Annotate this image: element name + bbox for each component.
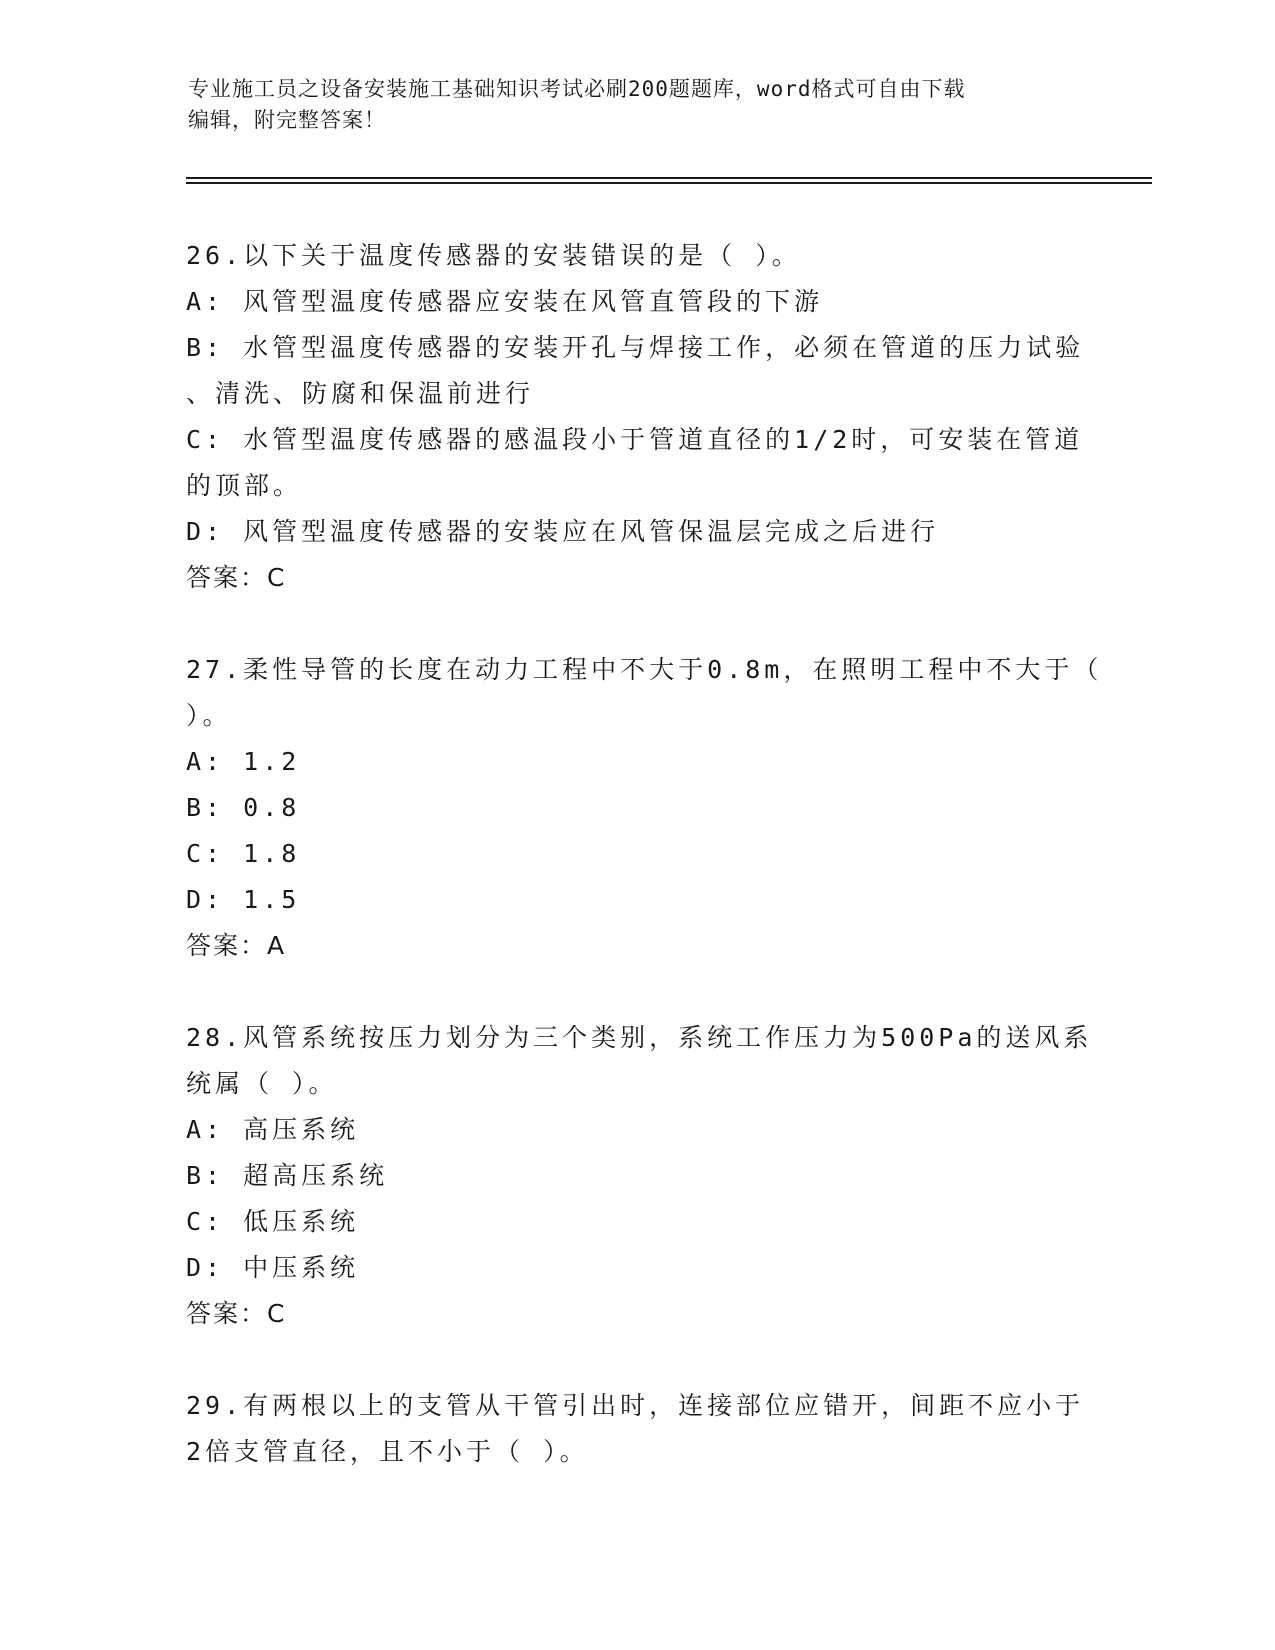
question-stem-line: 26.以下关于温度传感器的安装错误的是（ ）。	[186, 241, 801, 270]
option-line: B: 水管型温度传感器的安装开孔与焊接工作，必须在管道的压力试验	[186, 333, 1085, 362]
header-divider-top	[186, 177, 1152, 179]
document-header	[188, 74, 1068, 136]
header-title-line-1: 专业施工员之设备安装施工基础知识考试必刷200题题库，word格式可自由下载	[188, 77, 966, 101]
option-line: B: 超高压系统	[186, 1161, 389, 1190]
option-line: D: 中压系统	[186, 1253, 360, 1282]
question-stem-line: 2倍支管直径，且不小于（ ）。	[186, 1437, 589, 1466]
answer-line: 答案：C	[186, 563, 287, 592]
option-line: A: 高压系统	[186, 1115, 360, 1144]
option-line: A: 风管型温度传感器应安装在风管直管段的下游	[186, 287, 824, 316]
question-item	[186, 1015, 1093, 1337]
question-stem-line: 28.风管系统按压力划分为三个类别，系统工作压力为500Pa的送风系	[186, 1023, 1093, 1052]
option-line: D: 1.5	[186, 885, 301, 914]
question-stem-line: 29.有两根以上的支管从干管引出时，连接部位应错开，间距不应小于	[186, 1391, 1085, 1420]
question-stem-line: 27.柔性导管的长度在动力工程中不大于0.8m，在照明工程中不大于（	[186, 655, 1103, 684]
option-line: D: 风管型温度传感器的安装应在风管保温层完成之后进行	[186, 517, 940, 546]
question-item	[186, 233, 1086, 601]
question-item	[186, 1383, 1086, 1475]
question-stem-line: ）。	[186, 701, 232, 730]
question-item	[186, 647, 1103, 969]
question-list	[186, 233, 1103, 1521]
answer-line: 答案：A	[186, 931, 287, 960]
option-line: A: 1.2	[186, 747, 301, 776]
option-line: C: 1.8	[186, 839, 301, 868]
option-line: 、清洗、防腐和保温前进行	[186, 379, 535, 408]
option-line: C: 低压系统	[186, 1207, 360, 1236]
header-title-line-2: 编辑，附完整答案！	[188, 108, 386, 132]
option-line: C: 水管型温度传感器的感温段小于管道直径的1/2时，可安装在管道	[186, 425, 1084, 454]
option-line: 的顶部。	[186, 471, 303, 500]
question-stem-line: 统属（ ）。	[186, 1069, 338, 1098]
header-divider-bottom	[186, 182, 1152, 184]
option-line: B: 0.8	[186, 793, 301, 822]
answer-line: 答案：C	[186, 1299, 287, 1328]
